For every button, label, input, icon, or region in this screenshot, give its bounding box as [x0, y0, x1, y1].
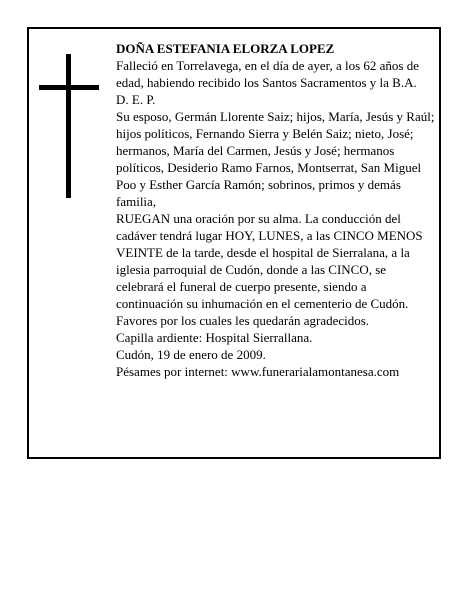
- cross-vertical-bar: [66, 54, 71, 198]
- cross-horizontal-bar: [39, 85, 99, 90]
- place-date-line: Cudón, 19 de enero de 2009.: [116, 347, 266, 362]
- latin-cross-icon: [39, 54, 99, 198]
- deceased-name: DOÑA ESTEFANIA ELORZA LOPEZ: [116, 41, 335, 56]
- chapel-line: Capilla ardiente: Hospital Sierrallana.: [116, 330, 313, 345]
- family-list: Su esposo, Germán Llorente Saiz; hijos, María, Jesús y Raúl; hijos políticos, Fernando Sierra y Belén Saiz; nieto, José; hermanos, María del Carmen, Jesús y José; hermanos políticos, Desiderio Ramo Farnos, Montserrat, San Miguel Poo y Esther García Ramón; sobrinos, primos y demás familia,: [116, 109, 435, 209]
- notice-text: [116, 40, 436, 380]
- condolences-line: Pésames por internet: www.funerarialamontanesa.com: [116, 364, 400, 379]
- funeral-details: RUEGAN una oración por su alma. La conducción del cadáver tendrá lugar HOY, LUNES, a las CINCO MENOS VEINTE de la tarde, desde el hospital de Sierralana, a la iglesia parroquial de Cudón, donde a las CINCO, se celebrará el funeral de cuerpo presente, siendo a continuación su inhumación en el cementerio de Cudón. Favores por los cuales les quedarán agradecidos.: [116, 211, 423, 328]
- dep-line: D. E. P.: [116, 92, 156, 107]
- death-announcement: Falleció en Torrelavega, en el día de ayer, a los 62 años de edad, habiendo recibido los Santos Sacramentos y la B.A.: [116, 58, 419, 90]
- obituary-notice: [27, 27, 441, 459]
